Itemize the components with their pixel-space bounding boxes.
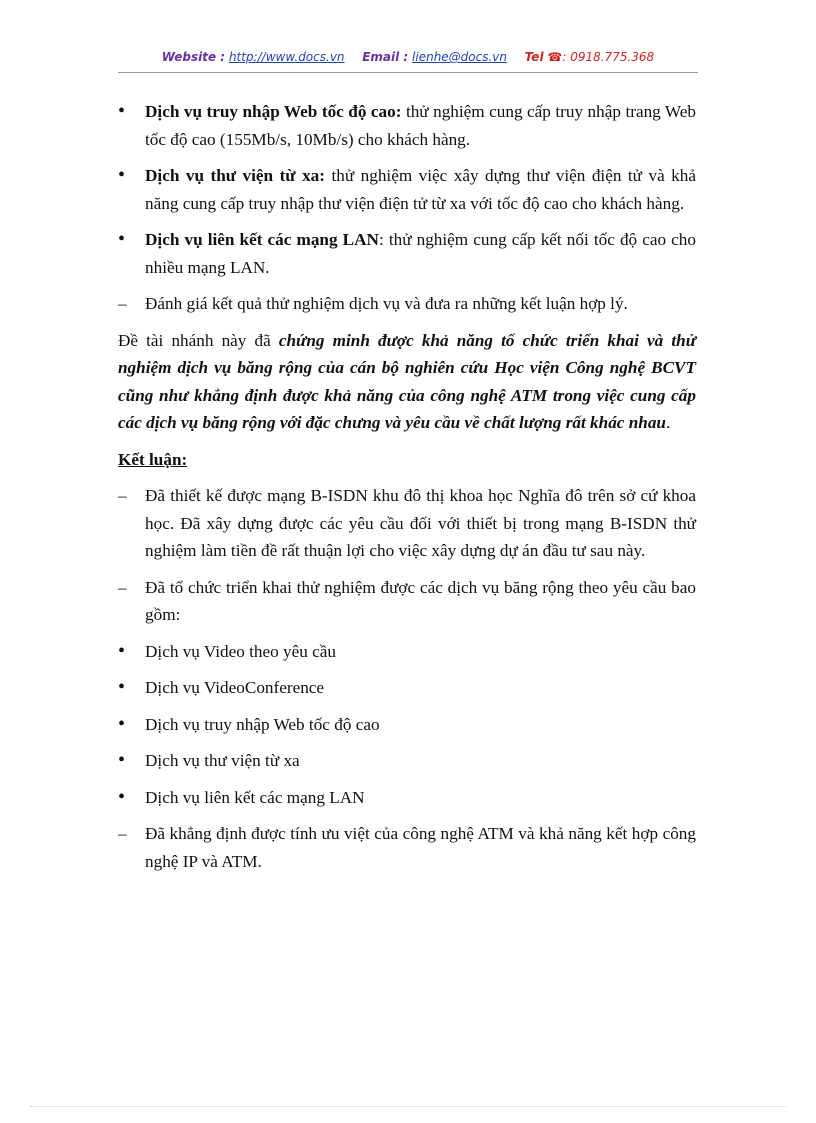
bullet-icon (118, 162, 132, 190)
bullet-icon (118, 674, 132, 702)
service-item (118, 747, 696, 775)
item-text: Đã thiết kế được mạng B-ISDN khu đô thị khoa học Nghĩa đô trên sở cứ khoa học. Đã xây dựng được các yêu cầu đối với thiết bị trong mạng B-ISDN thử nghiệm làm tiền đề rất thuận lợi cho việc xây dựng dự án đầu tư sau này. (145, 486, 696, 560)
item-text: Đánh giá kết quả thử nghiệm dịch vụ và đưa ra những kết luận hợp lý. (145, 294, 628, 313)
email-label: Email : (362, 50, 409, 64)
dash-marker (118, 482, 132, 510)
dash-item (118, 820, 696, 875)
service-text: Dịch vụ liên kết các mạng LAN (145, 787, 365, 807)
bullet-icon (118, 747, 132, 775)
dash-item (118, 574, 696, 629)
page-header (118, 50, 698, 73)
website-link[interactable]: http://www.docs.vn (228, 50, 345, 64)
bullet-icon (118, 784, 132, 812)
service-item (118, 784, 696, 812)
list-item (118, 98, 696, 153)
service-text: Dịch vụ thư viện từ xa (145, 751, 300, 770)
service-text: Dịch vụ Video theo yêu cầu (145, 641, 337, 661)
paragraph-suffix: . (666, 413, 671, 432)
paragraph-emphasis: chứng minh được khả năng tổ chức triển khai và thử nghiệm dịch vụ băng rộng của cán bộ nghiên cứu Học viện Công nghệ BCVT cũng như khẳng định được khả năng của công nghệ ATM trong việc cung cấp các dịch vụ băng rộng với đặc chưng và yêu cầu về chất lượng rất khác nhau (118, 330, 697, 432)
paragraph-prefix: Đề tài nhánh này đã (118, 330, 279, 350)
item-title: Dịch vụ truy nhập Web tốc độ cao: (145, 102, 402, 121)
dash-marker (118, 574, 132, 602)
bullet-icon (118, 98, 132, 126)
list-item (118, 226, 696, 281)
dash-item (118, 482, 696, 565)
service-text: Dịch vụ truy nhập Web tốc độ cao (145, 714, 380, 734)
conclusion-heading: Kết luận: (118, 449, 188, 469)
document-body (118, 98, 696, 884)
phone-number: : 0918.775.368 (562, 50, 655, 64)
bullet-icon (118, 226, 132, 254)
email-link[interactable]: lienhe@docs.vn (412, 50, 508, 64)
website-label: Website : (161, 50, 226, 64)
phone-icon: ☎ (547, 50, 563, 64)
bullet-icon (118, 711, 132, 739)
bullet-icon (118, 638, 132, 666)
page-footer-divider (30, 1106, 786, 1107)
item-text: thử nghiệm cung cấp truy nhập trang Web tốc độ cao (155Mb/s, 10Mb/s) cho khách hàng. (145, 102, 696, 149)
item-text: : thử nghiệm cung cấp kết nối tốc độ cao cho nhiều mạng LAN. (145, 230, 696, 277)
summary-paragraph (118, 327, 696, 437)
service-item (118, 674, 696, 702)
dash-item (118, 290, 696, 318)
item-text: thử nghiệm việc xây dựng thư viện điện tử và khả năng cung cấp truy nhập thư viện điện tử từ xa với tốc độ cao cho khách hàng. (145, 166, 696, 213)
dash-marker (118, 290, 132, 318)
item-text: Đã khẳng định được tính ưu việt của công nghệ ATM và khả năng kết hợp công nghệ IP và ATM. (145, 824, 696, 871)
dash-marker (118, 820, 132, 848)
service-text: Dịch vụ VideoConference (145, 678, 325, 697)
service-item (118, 711, 696, 739)
list-item (118, 162, 696, 217)
tel-label: Tel (524, 50, 544, 64)
item-title: Dịch vụ liên kết các mạng LAN (145, 230, 379, 249)
service-item (118, 638, 696, 666)
item-title: Dịch vụ thư viện từ xa: (145, 166, 325, 185)
item-text: Đã tổ chức triển khai thử nghiệm được các dịch vụ băng rộng theo yêu cầu bao gồm: (145, 577, 696, 624)
